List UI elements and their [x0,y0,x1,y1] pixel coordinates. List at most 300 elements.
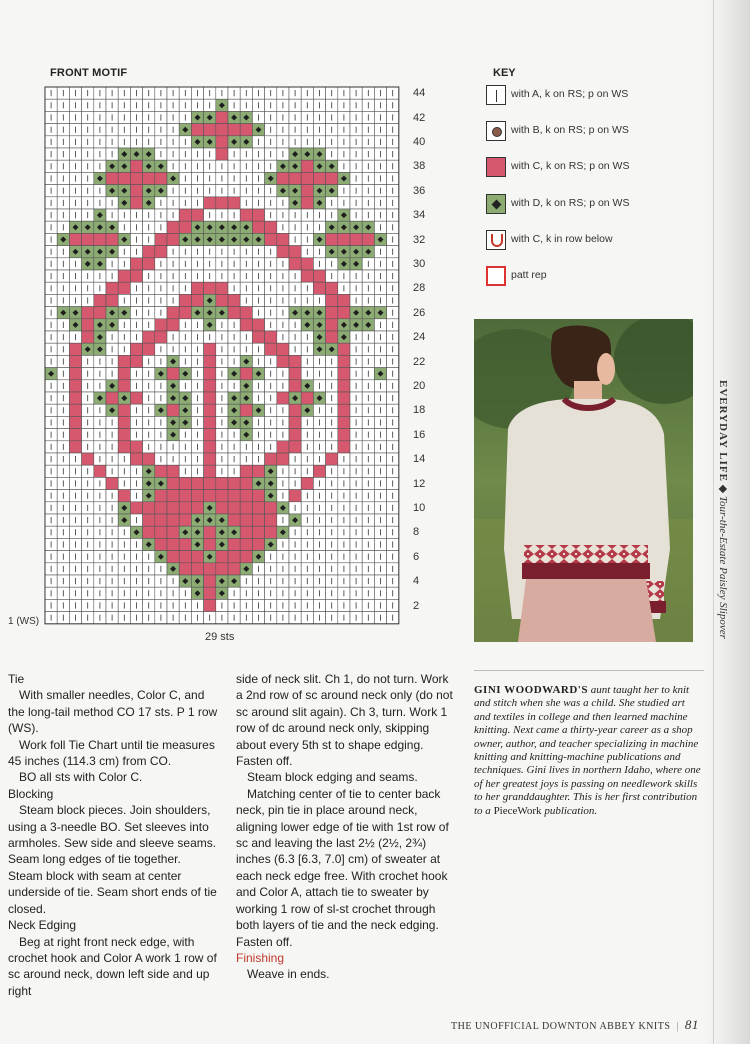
chart-cell [326,282,338,294]
bio-text: aunt taught her to knit and stitch when she was a child. She studied art and textiles in college and then learned machine knitting. Next came a thirty-year career as a shop owner, author, and teacher specializing in machine knitting and knitting-machine publications and techniques. Gini lives in northern Idaho, where one of her greatest joys is passing on needlework skills to her granddaughter. This is her first contribution to a [474,684,701,817]
chart-cell [204,429,216,441]
chart-cell [155,246,167,258]
row-number: 30 [413,257,426,270]
row-number: 4 [413,575,420,588]
chart-cell [179,514,191,526]
bio-end: publication. [541,804,598,817]
chart-cell [143,246,155,258]
chart-cell [240,209,252,221]
chart-cell [82,453,94,465]
chart-cell [155,526,167,538]
chart-cell [69,380,81,392]
chart-cell [240,319,252,331]
chart-cell [191,477,203,489]
chart-cell [301,477,313,489]
chart-cell [118,172,130,184]
key-title: KEY [493,67,516,79]
chart-cell [204,441,216,453]
chart-cell [179,563,191,575]
chart-cell [326,319,338,331]
chart-cell [252,209,264,221]
color-c-knit-symbol [486,157,506,177]
chart-cell [240,307,252,319]
color-d-knit-symbol [486,194,506,214]
chart-cell [265,331,277,343]
chart-cell [338,380,350,392]
chart-cell [106,392,118,404]
chart-cell [106,233,118,245]
chart-cell [289,429,301,441]
chart-cell [313,465,325,477]
chart-cell [216,477,228,489]
chart-cell [204,282,216,294]
chart-cell [240,526,252,538]
chart-cell [289,404,301,416]
instruction-paragraph: Work foll Tie Chart until tie measures 45 inches (114.3 cm) from CO. [8,737,215,769]
chart-cell [167,477,179,489]
chart-cell [228,490,240,502]
chart-cell [313,282,325,294]
chart-cell [350,233,362,245]
chart-cell [216,111,228,123]
instruction-paragraph: Steam block pieces. Join shoulders, using a 3-needle BO. Set sleeves into armholes. Sew side and sleeve seams. Seam long edges of tie together. Steam block with seam at center underside of tie. Seam short ends of tie closed. [8,803,217,916]
chart-cell [167,307,179,319]
chart-cell [228,514,240,526]
chart-cell [204,380,216,392]
row-number: 40 [413,135,426,148]
magazine-name: PieceWork [493,804,542,817]
key-label: patt rep [511,269,547,281]
page-footer [451,1017,699,1033]
row-number: 2 [413,599,420,612]
page-number: 81 [684,1017,699,1032]
chart-cell [204,599,216,611]
chart-cell [338,368,350,380]
chart-cell [106,477,118,489]
chart-cell [216,294,228,306]
chart-cell [179,307,191,319]
instruction-paragraph: BO all sts with Color C. [19,770,143,785]
chart-cell [167,465,179,477]
chart-cell [69,429,81,441]
instruction-paragraph: Beg at right front neck edge, with crochet hook and Color A work 1 row of sc around neck, down left side and up right [8,934,217,998]
footer-separator: | [676,1021,679,1032]
chart-cell [155,233,167,245]
key-label: with A, k on RS; p on WS [511,88,629,100]
chart-cell [167,551,179,563]
chart-cell [191,294,203,306]
chart-cell [118,282,130,294]
chart-cell [338,404,350,416]
color-a-knit-symbol [486,85,506,105]
chart-cell [216,563,228,575]
chart-cell [326,294,338,306]
chart-cell [301,197,313,209]
chart-cell [252,526,264,538]
chart-cell [277,233,289,245]
chart-cell [191,490,203,502]
chart-cell [216,148,228,160]
chart-cell [155,490,167,502]
chart-cell [313,270,325,282]
chart-cell [69,355,81,367]
chart-cell [130,185,142,197]
chart-cell [94,294,106,306]
chart-cell [179,538,191,550]
chart-cell [228,124,240,136]
chart-cell [338,343,350,355]
row-number: 8 [413,526,420,539]
chart-cell [204,465,216,477]
key-item-d [486,194,716,216]
chart-cell [289,490,301,502]
chart-cell [301,258,313,270]
chart-cell [301,160,313,172]
bio-divider [474,670,704,671]
chart-cell [69,404,81,416]
chart-cell [69,343,81,355]
chart-cell [106,282,118,294]
chart-cell [216,551,228,563]
chart-cell [179,294,191,306]
chart-cell [252,502,264,514]
chart-cell [167,368,179,380]
chart-cell [289,172,301,184]
chart-cell [204,392,216,404]
chart-cell [118,355,130,367]
chart-cell [338,416,350,428]
front-motif-chart [44,86,400,625]
row-number: 44 [413,87,426,100]
instructions-column-2 [236,671,456,983]
chart-cell [326,172,338,184]
chart-cell [179,209,191,221]
chart-cell [326,307,338,319]
chart-cell [130,453,142,465]
chart-cell [301,270,313,282]
chart-cell [130,172,142,184]
chart-cell [240,490,252,502]
chart-cell [289,246,301,258]
chart-cell [118,429,130,441]
chart-cell [179,551,191,563]
chart-cell [216,136,228,148]
chart-cell [204,587,216,599]
chart-cell [204,343,216,355]
row-number: 36 [413,184,426,197]
chart-cell [155,502,167,514]
instruction-paragraph: Steam block edging and seams. [247,770,418,785]
chart-cell [179,490,191,502]
chart-cell [155,331,167,343]
chart-cell [228,307,240,319]
pattern-title: Tour-the-Estate Paisley Slipover [717,495,729,639]
chart-cell [69,392,81,404]
chart-cell [265,526,277,538]
key-item-b [486,121,716,143]
chart-cell [301,392,313,404]
chart-cell [191,563,203,575]
key-item-a [486,85,716,107]
color-b-knit-symbol [486,121,506,141]
row-number: 26 [413,306,426,319]
chart-cell [155,514,167,526]
key-item-knit-below [486,230,716,252]
chart-cell [191,502,203,514]
key-item-c [486,157,716,179]
pattern-repeat-symbol [486,266,506,286]
chart-cell [143,514,155,526]
chart-cell [204,526,216,538]
chart-cell [118,404,130,416]
section-heading: Blocking [8,786,54,801]
row-number: 6 [413,550,420,563]
row-number: 42 [413,111,426,124]
chart-cell [143,526,155,538]
chart-cell [204,563,216,575]
chart-cell [338,233,350,245]
chart-cell [277,172,289,184]
chart-cell [265,221,277,233]
chart-cell [204,538,216,550]
chart-cell [69,233,81,245]
chart-cell [301,172,313,184]
chart-cell [240,502,252,514]
chart-cell [167,319,179,331]
chart-cell [179,502,191,514]
chart-cell [277,343,289,355]
chart-cell [240,514,252,526]
chart-cell [130,441,142,453]
chart-cell [240,465,252,477]
chart-cell [204,197,216,209]
chart-cell [167,221,179,233]
chart-cell [289,368,301,380]
chart-cell [216,490,228,502]
designer-bio [474,684,702,818]
chart-cell [130,355,142,367]
chart-cell [338,294,350,306]
chart-cell [191,124,203,136]
key-label: with C, k in row below [511,233,613,245]
chart-cell [252,514,264,526]
ws-row-label: 1 (WS) [8,616,40,627]
chart-cell [155,172,167,184]
sweater-photo [474,319,693,642]
chart-cell [265,453,277,465]
chart-cell [155,319,167,331]
chart-cell [265,514,277,526]
chart-cell [69,441,81,453]
chart-cell [289,355,301,367]
chart-cell [228,502,240,514]
chart-cell [204,404,216,416]
chart-cell [94,233,106,245]
chart-cell [167,538,179,550]
chart-cell [130,160,142,172]
chart-cell [240,404,252,416]
section-heading: Tie [8,672,25,686]
chart-cell [179,221,191,233]
chart-cell [277,392,289,404]
row-number: 34 [413,209,426,222]
chart-cell [338,355,350,367]
chart-cell [252,319,264,331]
row-number: 32 [413,233,426,246]
instruction-paragraph: Weave in ends. [247,967,330,982]
chart-cell [301,185,313,197]
chart-cell [69,368,81,380]
chart-cell [167,404,179,416]
chart-cell [204,416,216,428]
chart-cell [265,233,277,245]
chart-cell [130,343,142,355]
chart-cell [118,441,130,453]
chart-cell [204,575,216,587]
chart-cell [277,246,289,258]
diamond-separator: ◆ [717,484,729,494]
chart-cell [82,233,94,245]
instruction-paragraph: With smaller needles, Color C, and the long-tail method CO 17 sts. P 1 row (WS). [8,688,218,736]
chart-cell [130,502,142,514]
chart-cell [69,416,81,428]
chart-cell [167,233,179,245]
row-number: 14 [413,453,426,466]
stitch-count-label: 29 sts [205,631,235,643]
chart-cell [155,538,167,550]
row-number: 38 [413,160,426,173]
row-number: 12 [413,477,426,490]
chart-cell [277,355,289,367]
chart-cell [228,563,240,575]
chart-cell [240,368,252,380]
chart-cell [130,258,142,270]
chart-cell [216,282,228,294]
chart-cell [94,465,106,477]
chart-cell [289,258,301,270]
chart-cell [240,124,252,136]
row-number: 24 [413,331,426,344]
instruction-paragraph: side of neck slit. Ch 1, do not turn. Work a 2nd row of sc around neck only (do not sc around slit again). Ch 3, turn. Work 1 row of dc around neck only, skipping about every 5th st to shape edging. Fasten off. [236,672,453,769]
chart-cell [143,502,155,514]
book-title: THE UNOFFICIAL DOWNTON ABBEY KNITS [451,1021,671,1032]
chart-cell [82,307,94,319]
chart-cell [143,331,155,343]
chart-cell [338,307,350,319]
row-number: 22 [413,355,426,368]
chart-cell [143,258,155,270]
chart-cell [204,368,216,380]
chart-cell [118,490,130,502]
section-name: EVERYDAY LIFE [717,380,729,482]
chart-cell [313,172,325,184]
chart-cell [118,416,130,428]
chart-cell [252,221,264,233]
chart-cell [118,270,130,282]
designer-name: GINI WOODWARD'S [474,684,588,696]
chart-cell [216,502,228,514]
section-heading: Finishing [236,950,285,965]
row-number: 20 [413,379,426,392]
chart-cell [118,380,130,392]
chart-cell [289,380,301,392]
chart-cell [326,331,338,343]
row-number: 18 [413,404,426,417]
chart-cell [362,233,374,245]
chart-cell [228,197,240,209]
chart-cell [228,551,240,563]
chart-cell [143,453,155,465]
chart-cell [338,429,350,441]
chart-cell [155,465,167,477]
row-number: 10 [413,501,426,514]
chart-title: FRONT MOTIF [50,67,128,79]
chart-cell [167,526,179,538]
chart-cell [204,490,216,502]
chart-cell [118,368,130,380]
chart-cell [240,538,252,550]
section-heading: Neck Edging [8,918,77,933]
chart-cell [106,172,118,184]
chart-cell [143,172,155,184]
chart-cell [130,392,142,404]
chart-cell [277,441,289,453]
chart-cell [326,233,338,245]
row-number: 28 [413,282,426,295]
chart-cell [252,331,264,343]
chart-cell [106,294,118,306]
chart-cell [216,197,228,209]
chart-cell [143,343,155,355]
chart-cell [204,355,216,367]
chart-cell [191,282,203,294]
chart-cell [82,319,94,331]
chart-cell [167,514,179,526]
chart-cell [265,502,277,514]
chart-cell [167,502,179,514]
row-number: 16 [413,428,426,441]
chart-cell [228,294,240,306]
chart-cell [130,270,142,282]
chart-cell [265,343,277,355]
chart-cell [252,465,264,477]
chart-cell [167,490,179,502]
chart-cell [204,477,216,489]
chart-cell [191,551,203,563]
chart-cell [338,392,350,404]
chart-cell [216,124,228,136]
chart-cell [228,538,240,550]
chart-cell [240,551,252,563]
chart-cell [82,331,94,343]
chart-cell [204,124,216,136]
knit-row-below-symbol [486,230,506,250]
key-label: with C, k on RS; p on WS [511,160,630,172]
instructions-column-1 [8,671,218,999]
chart-cell [130,197,142,209]
chart-cell [338,441,350,453]
chart-cell [277,453,289,465]
chart-cell [204,453,216,465]
chart-cell [326,453,338,465]
instruction-paragraph: Matching center of tie to center back neck, pin tie in place around neck, aligning lower edge of tie with 1st row of sc and leaving the last 2½ (2½, 2¾) inches (6.3 [6.3, 7.0] cm) of sweater at each neck edge free. With crochet hook and Color A, attach tie to sweater by working 1 row of sl-st crochet through both layers of tie and the neck edging. Fasten off. [236,786,449,949]
chart-cell [252,538,264,550]
key-item-patt-rep [486,266,716,288]
chart-cell [252,490,264,502]
chart-cell [179,477,191,489]
chart-cell [94,307,106,319]
side-running-head [712,380,732,680]
